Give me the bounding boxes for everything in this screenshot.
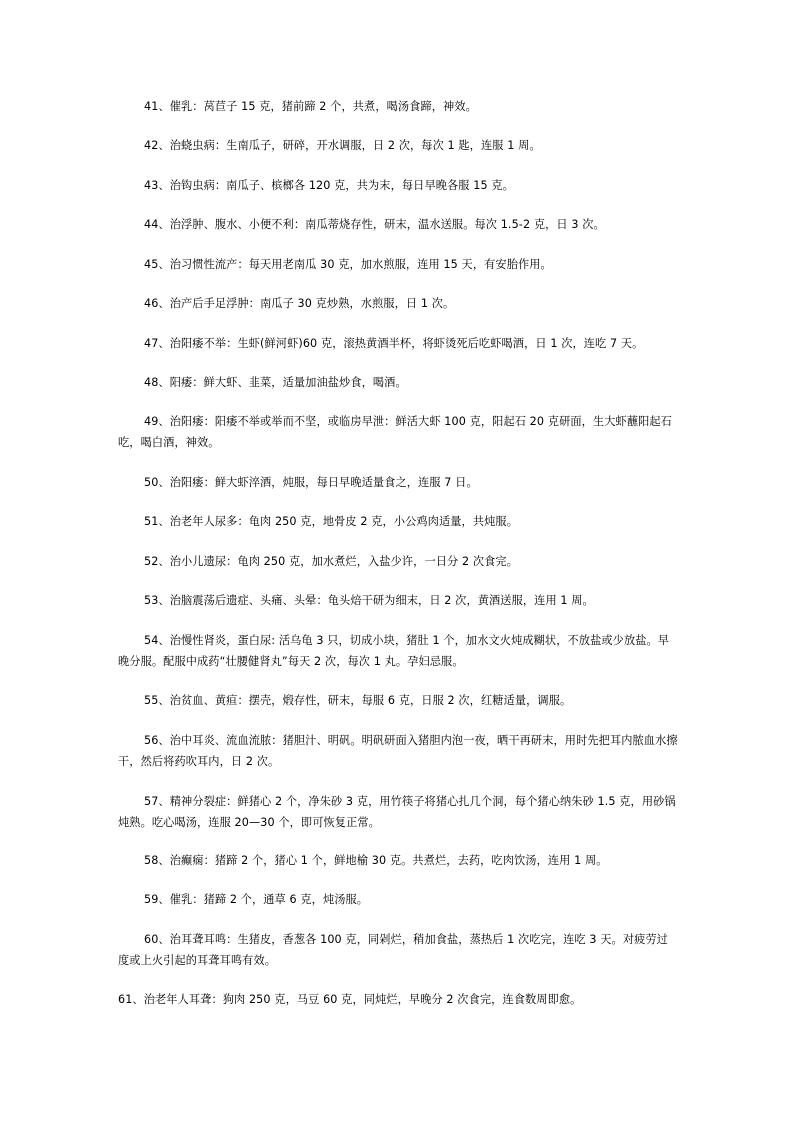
remedy-entry-48: 48、阳痿：鲜大虾、韭菜，适量加油盐炒食，喝酒。 [144,376,407,389]
remedy-entry-61: 61、治老年人耳聋：狗肉 250 克，马豆 60 克，同炖烂，早晚分 2 次食完，连食数周即愈。 [118,993,582,1006]
remedy-entry-44: 44、治浮肿、腹水、小便不利：南瓜蒂烧存性，研末，温水送服。每次 1.5-2 克，日 3 次。 [144,218,605,231]
remedy-entry-58: 58、治癫痫：猪蹄 2 个，猪心 1 个，鲜地榆 30 克。共煮烂，去药，吃肉饮汤，连用 1 周。 [144,854,608,867]
remedy-entry-55: 55、治贫血、黄疸：摆壳，煅存性，研末，每服 6 克，日服 2 次，红糖适量，调服。 [144,694,572,707]
remedy-entry-42: 42、治蛲虫病：生南瓜子，研碎，开水调服，日 2 次，每次 1 匙，连服 1 周。 [144,139,541,152]
remedy-entry-41: 41、催乳：莴苣子 15 克，猪前蹄 2 个，共煮，喝汤食蹄，神效。 [144,100,477,113]
remedy-entry-49: 49、治阳痿：阳痿不举或举而不坚，或临房早泄：鲜活大虾 100 克，阳起石 20 克研面，生大虾蘸阳起石吃，喝白酒，神效。 [118,415,672,449]
remedy-entry-53: 53、治脑震荡后遗症、头痛、头晕：龟头焙干研为细末，日 2 次，黄酒送服，连用 1 周。 [144,594,594,607]
remedy-entry-51: 51、治老年人尿多：龟肉 250 克，地骨皮 2 克，小公鸡肉适量，共炖服。 [144,515,518,528]
remedy-entry-52: 52、治小儿遗尿：龟肉 250 克，加水煮烂，入盐少许，一日分 2 次食完。 [144,555,518,568]
remedy-entry-60: 60、治耳聋耳鸣：生猪皮，香葱各 100 克，同剁烂，稍加食盐，蒸热后 1 次吃完，连吃 3 天。对疲劳过度或上火引起的耳聋耳鸣有效。 [118,933,668,967]
remedy-entry-57: 57、精神分裂症：鲜猪心 2 个，净朱砂 3 克，用竹筷子将猪心扎几个洞，每个猪心纳朱砂 1.5 克，用砂锅炖熟。吃心喝汤，连服 20—30 个，即可恢复正常。 [118,795,676,829]
remedy-entry-46: 46、治产后手足浮肿：南瓜子 30 克炒熟，水煎服，日 1 次。 [144,297,455,310]
remedy-entry-56: 56、治中耳炎、流血流脓：猪胆汁、明矾。明矾研面入猪胆内泡一夜，晒干再研末，用时先把耳内脓血水擦干，然后将药吹耳内，日 2 次。 [118,734,678,768]
remedy-entry-59: 59、催乳：猪蹄 2 个，通草 6 克，炖汤服。 [144,893,369,906]
remedy-entry-54: 54、治慢性肾炎，蛋白尿: 活乌龟 3 只，切成小块，猪肚 1 个，加水文火炖成糊状，不放盐或少放盐。早晚分服。配服中成药“壮腰健肾丸”每天 2 次，每次 1 丸。孕妇忌服。 [118,634,670,668]
remedy-entry-45: 45、治习惯性流产：每天用老南瓜 30 克，加水煎服，连用 15 天，有安胎作用。 [144,258,552,271]
remedy-entry-43: 43、治钩虫病：南瓜子、槟榔各 120 克，共为末，每日早晚各服 15 克。 [144,179,514,192]
remedy-entry-50: 50、治阳痿：鲜大虾淬酒，炖服，每日早晚适量食之，连服 7 日。 [144,476,478,489]
remedy-entry-47: 47、治阳痿不举：生虾(鲜河虾)60 克，滚热黄酒半杯，将虾烫死后吃虾喝酒，日 1 次，连吃 7 天。 [144,337,644,350]
